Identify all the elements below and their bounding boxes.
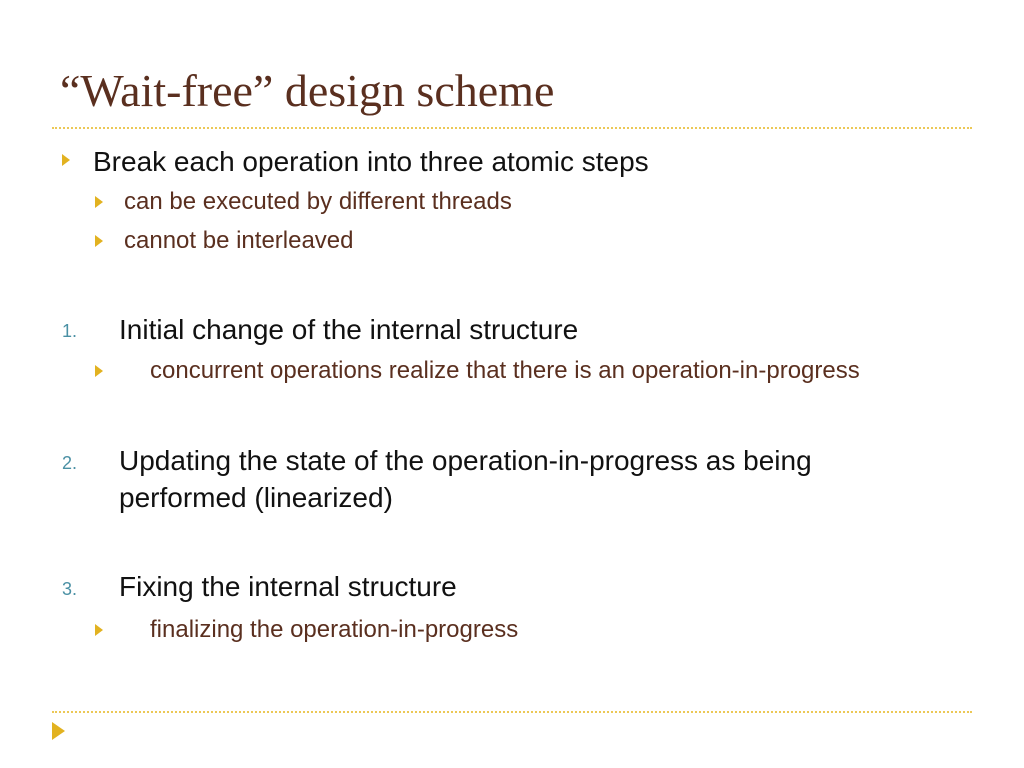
intro-bullet-text: Break each operation into three atomic steps [93,146,649,177]
bullet-arrow-icon [95,196,103,208]
bullet-arrow-icon [95,365,103,377]
step-3-sub-bullet: finalizing the operation-in-progress [150,616,519,643]
intro-sub-bullet-2: cannot be interleaved [124,227,354,254]
step-2-number: 2. [62,453,78,473]
step-3-text: Fixing the internal structure [119,571,457,602]
step-1-number: 1. [62,321,78,341]
step-3-number: 3. [62,579,78,599]
step-1-sub-bullet: concurrent operations realize that there is an operation-in-progress [150,357,860,384]
slide-title: “Wait-free” design scheme [60,65,555,116]
bullet-arrow-icon [95,624,103,636]
title-divider [52,127,972,129]
step-2-text-line-2: performed (linearized) [119,482,393,513]
bullet-arrow-icon [95,235,103,247]
bullet-arrow-icon [62,154,70,166]
footer-triangle-icon [52,722,65,740]
step-1-text: Initial change of the internal structure [119,314,579,345]
step-2-text-line-1: Updating the state of the operation-in-progress as being [119,445,812,476]
footer-divider [52,711,972,713]
intro-sub-bullet-1: can be executed by different threads [124,188,512,215]
